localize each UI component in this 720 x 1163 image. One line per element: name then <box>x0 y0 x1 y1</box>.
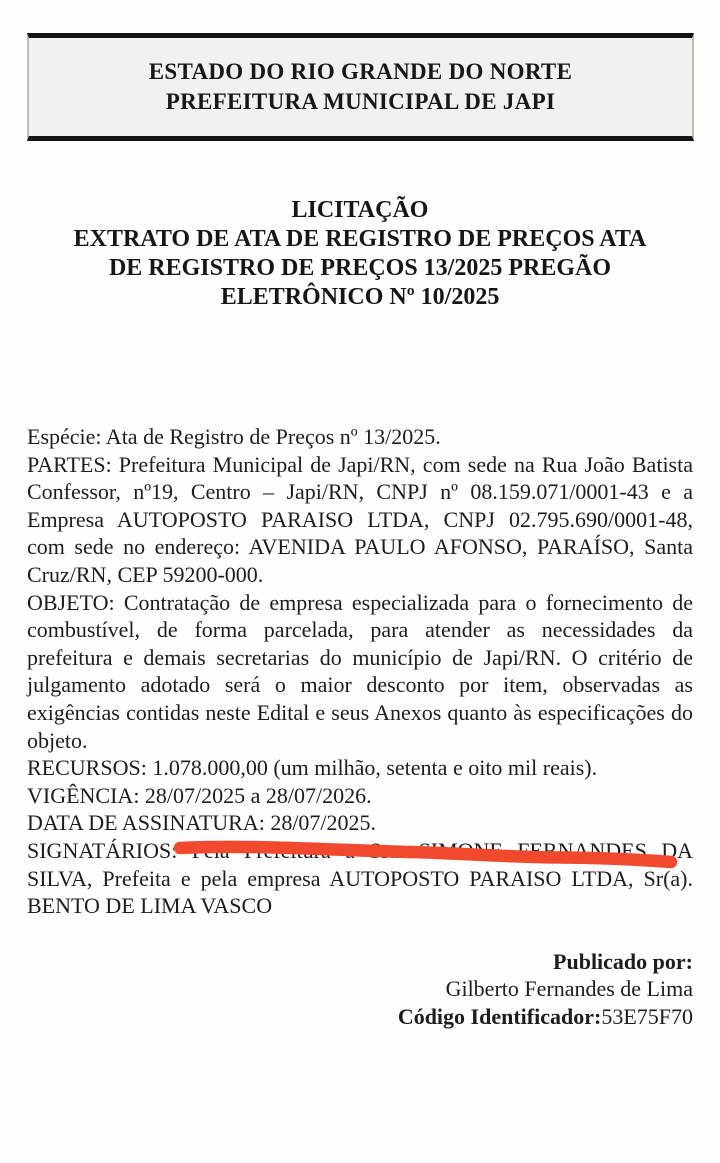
identifier-value: 53E75F70 <box>601 1003 693 1029</box>
paragraph-vigencia: VIGÊNCIA: 28/07/2025 a 28/07/2026. <box>27 782 372 808</box>
paragraph-signatarios: SIGNATÁRIOS: Pela Prefeitura a Sra. SIMONE FERNANDES DA SILVA, Prefeita e pela empresa AUTOPOSTO PARAISO LTDA, Sr(a). BENTO DE LIMA VASCO <box>27 837 693 919</box>
letterhead-box <box>27 33 694 141</box>
section-title: LICITAÇÃO <box>291 197 429 223</box>
letterhead-municipality: PREFEITURA MUNICIPAL DE JAPI <box>165 89 556 114</box>
document-title-line-1: EXTRATO DE ATA DE REGISTRO DE PREÇOS ATA <box>73 226 647 252</box>
identifier-line <box>27 1003 693 1031</box>
paragraph-partes: PARTES: Prefeitura Municipal de Japi/RN, com sede na Rua João Batista Confessor, nº19, Centro – Japi/RN, CNPJ nº 08.159.071/0001-43 e a Empresa AUTOPOSTO PARAISO LTDA, CNPJ 02.795.690/0001-48, com sede no endereço: AVENIDA PAULO AFONSO, PARAÍSO, Santa Cruz/RN, CEP 59200-000. <box>27 451 693 587</box>
publisher-name: Gilberto Fernandes de Lima <box>445 976 693 1002</box>
paragraph-especie: Espécie: Ata de Registro de Preços nº 13/2025. <box>27 424 441 449</box>
published-by-label: Publicado por: <box>553 948 693 974</box>
document-title-line-2: DE REGISTRO DE PREÇOS 13/2025 PREGÃO <box>108 255 612 281</box>
letterhead-state: ESTADO DO RIO GRANDE DO NORTE <box>148 59 573 84</box>
document-body <box>27 423 693 1030</box>
identifier-label: Código Identificador: <box>397 1003 602 1029</box>
title-block <box>0 196 720 312</box>
publication-footer <box>27 948 693 1031</box>
paragraph-objeto: OBJETO: Contratação de empresa especializada para o fornecimento de combustível, de forma parcelada, para atender as necessidades da prefeitura e demais secretarias do município de Japi/RN. O critério de julgamento adotado será o maior desconto por item, observadas as exigências contidas neste Edital e seus Anexos quanto às especificações do objeto. <box>27 589 693 753</box>
paragraph-data-assinatura: DATA DE ASSINATURA: 28/07/2025. <box>27 810 377 836</box>
document-title-line-3: ELETRÔNICO Nº 10/2025 <box>220 284 500 310</box>
paragraph-recursos: RECURSOS: 1.078.000,00 (um milhão, setenta e oito mil reais). <box>27 755 598 781</box>
